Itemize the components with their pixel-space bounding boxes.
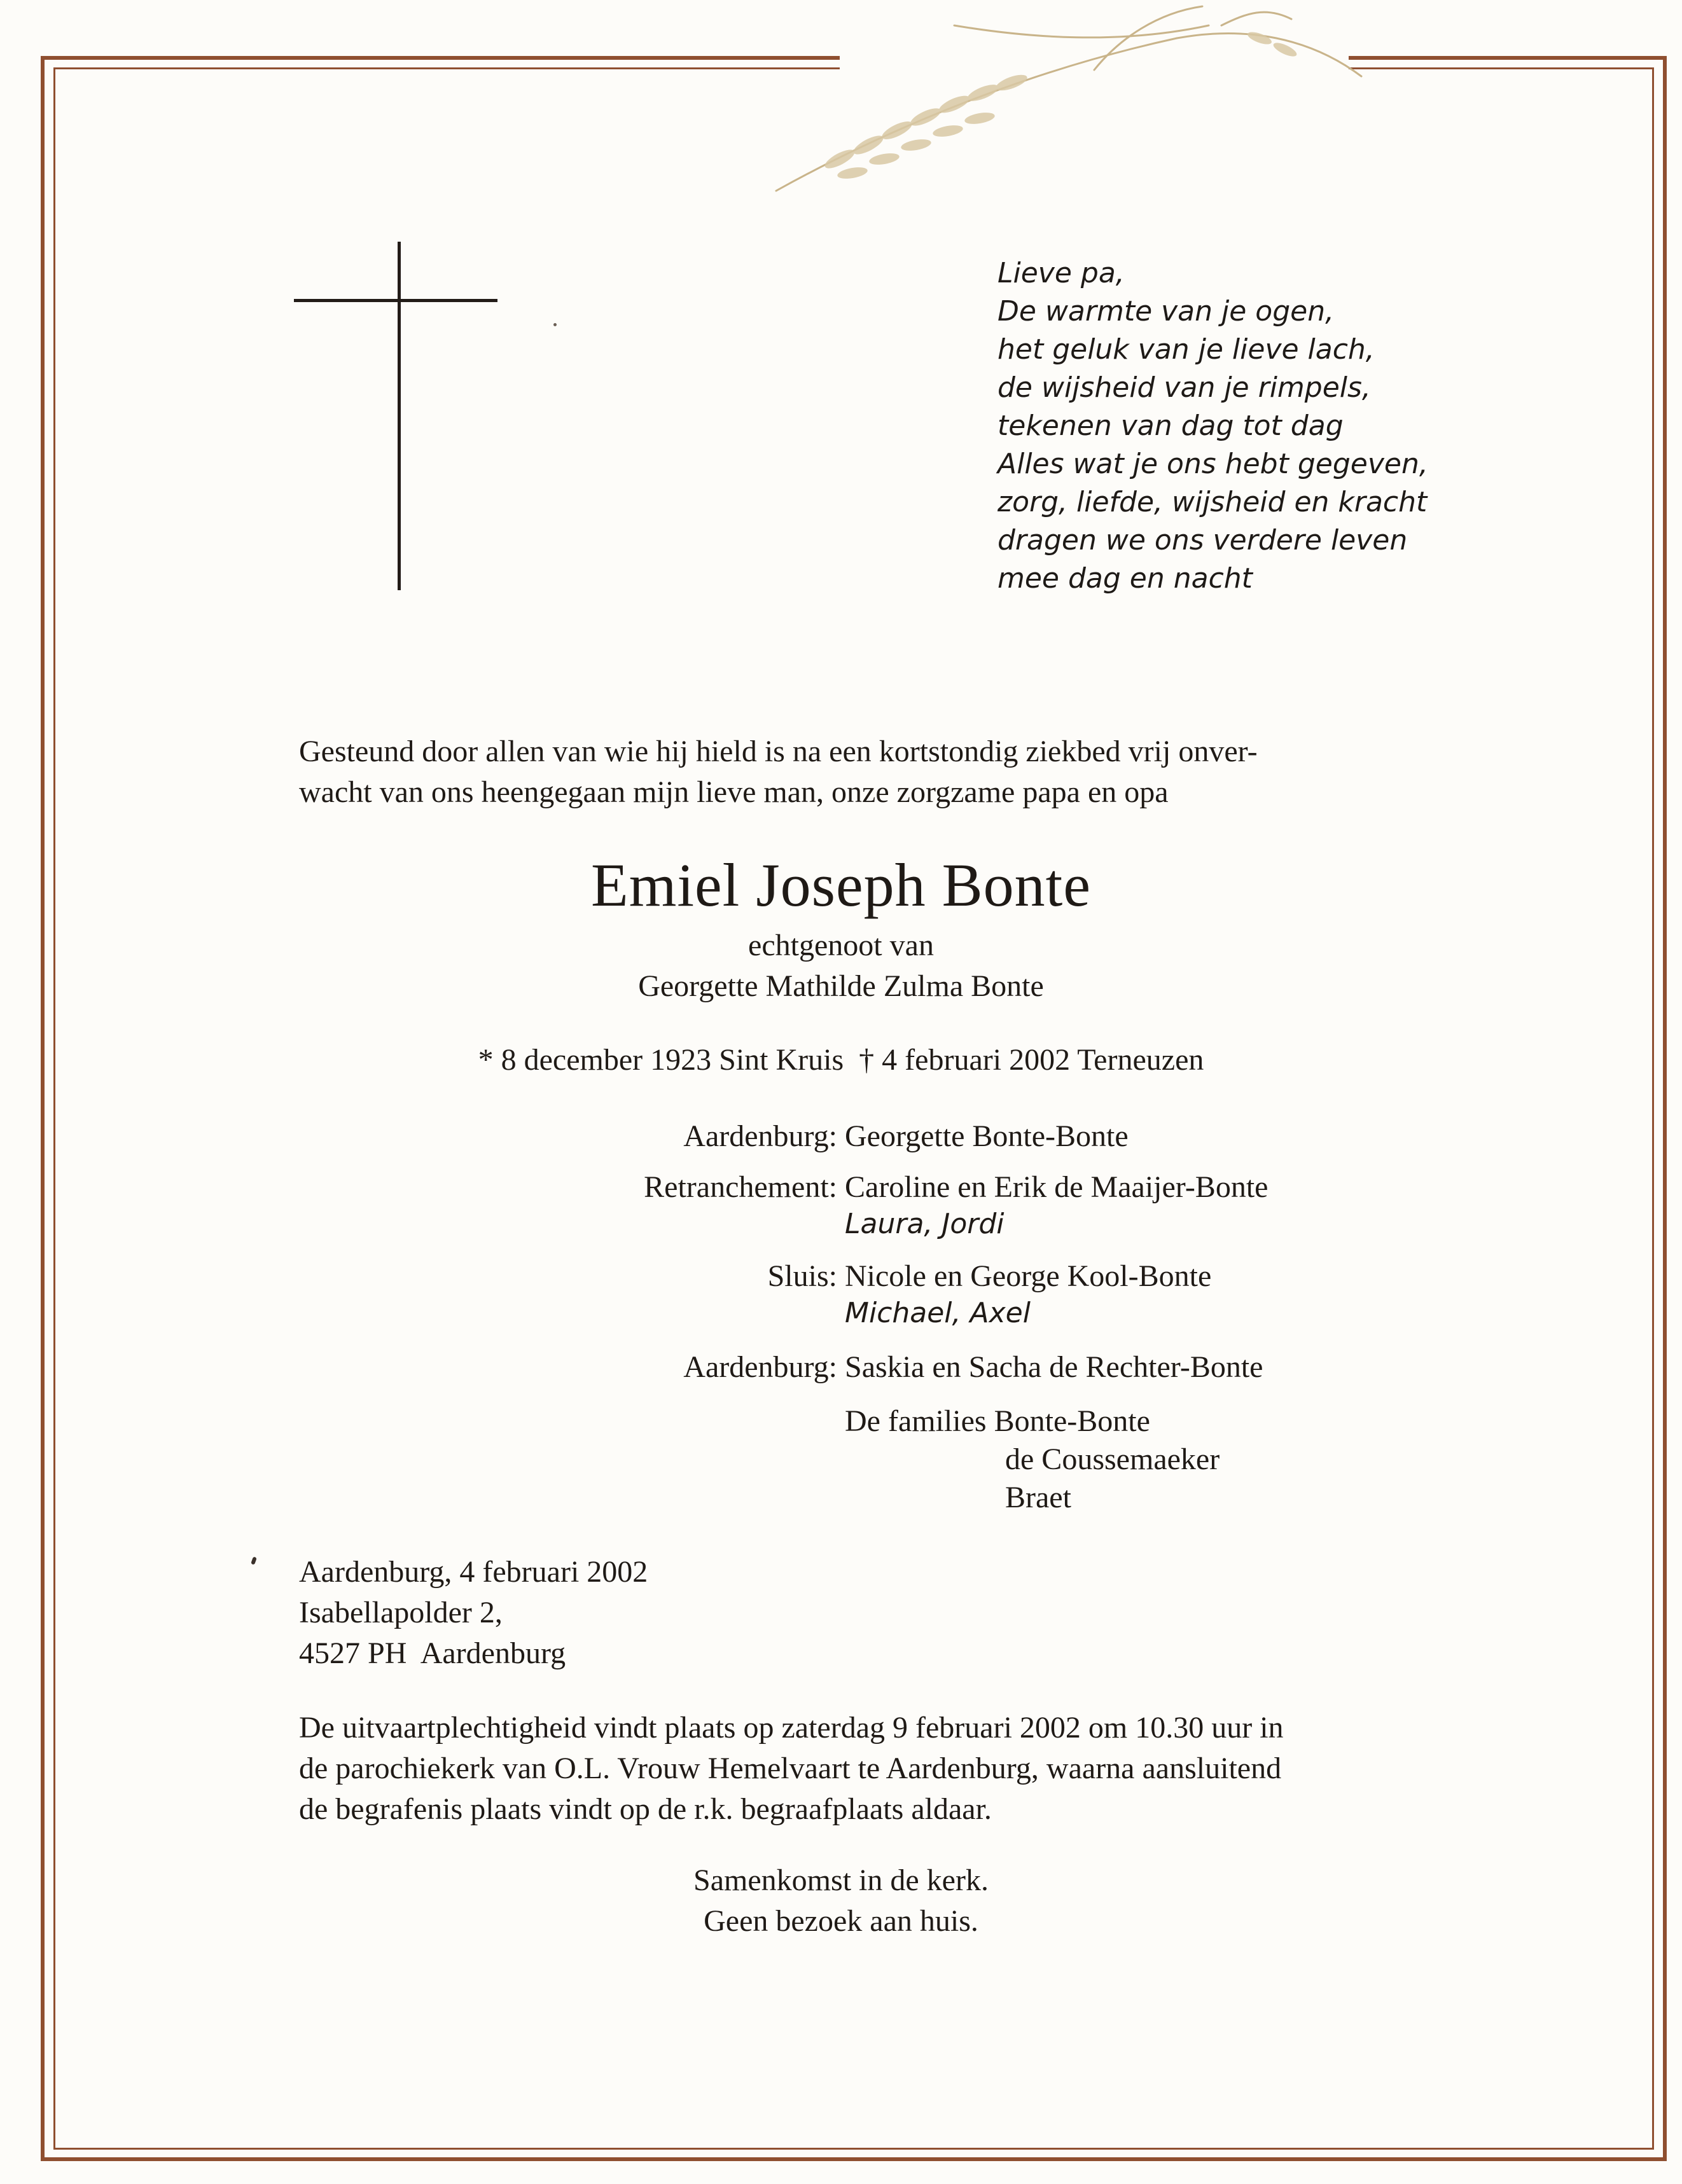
wheat-icon (763, 0, 1374, 210)
poem-line: dragen we ons verdere leven (997, 524, 1408, 556)
poem-line: tekenen van dag tot dag (997, 410, 1344, 442)
family-line: Braet (1005, 1481, 1071, 1514)
relative-names: Saskia en Sacha de Rechter-Bonte (845, 1350, 1263, 1384)
poem-line: Alles wat je ons hebt gegeven, (997, 448, 1428, 480)
address-line: Isabellapolder 2, (299, 1596, 503, 1629)
relative-place: Aardenburg: (683, 1350, 837, 1384)
funeral-line: de begrafenis plaats vindt op de r.k. begraafplaats aldaar. (299, 1792, 992, 1826)
relative-names: Caroline en Erik de Maaijer-Bonte (845, 1170, 1268, 1204)
poem-line: Lieve pa, (997, 257, 1125, 289)
family-line: De families Bonte-Bonte (845, 1404, 1150, 1438)
funeral-line: de parochiekerk van O.L. Vrouw Hemelvaart te Aardenburg, waarna aansluitend (299, 1752, 1282, 1785)
relative-row (0, 1116, 1682, 1157)
relative-place: Sluis: (767, 1259, 837, 1293)
address-line: Aardenburg, 4 februari 2002 (299, 1555, 648, 1589)
relative-place: Retranchement: (644, 1170, 837, 1204)
paper-speck (553, 323, 557, 326)
funeral-details (299, 1708, 1406, 1830)
spouse-label: echtgenoot van (748, 929, 934, 962)
cross-icon (294, 242, 497, 598)
relative-children: Michael, Axel (845, 1297, 1031, 1329)
intro-text (299, 731, 1406, 813)
relative-row (0, 1347, 1682, 1388)
deceased-name: Emiel Joseph Bonte (591, 851, 1091, 919)
birth-death-dates: * 8 december 1923 Sint Kruis † 4 februari 2002 Terneuzen (478, 1043, 1204, 1077)
closing-line: Geen bezoek aan huis. (704, 1904, 978, 1938)
relative-children-row (0, 1204, 1682, 1245)
relative-row (0, 1256, 1682, 1297)
poem-line: het geluk van je lieve lach, (997, 333, 1375, 366)
address-block (299, 1552, 648, 1674)
poem-line: de wijsheid van je rimpels, (997, 371, 1371, 404)
spouse-block (0, 925, 1682, 1007)
relative-row (0, 1167, 1682, 1208)
cross-horizontal-bar (294, 299, 497, 302)
relative-children-row (0, 1293, 1682, 1334)
poem (997, 254, 1570, 598)
relative-names: Nicole en George Kool-Bonte (845, 1259, 1212, 1293)
relative-children: Laura, Jordi (845, 1208, 1004, 1240)
closing-notes (0, 1860, 1682, 1942)
relative-names: Georgette Bonte-Bonte (845, 1119, 1129, 1153)
poem-line: mee dag en nacht (997, 562, 1253, 595)
spouse-name: Georgette Mathilde Zulma Bonte (638, 969, 1044, 1003)
poem-line: zorg, liefde, wijsheid en kracht (997, 486, 1428, 518)
relative-place: Aardenburg: (683, 1119, 837, 1153)
poem-line: De warmte van je ogen, (997, 295, 1335, 328)
intro-line: Gesteund door allen van wie hij hield is na een kortstondig ziekbed vrij onver- (299, 735, 1258, 768)
closing-line: Samenkomst in de kerk. (693, 1863, 989, 1897)
families-block (845, 1402, 1220, 1517)
address-line: 4527 PH Aardenburg (299, 1636, 566, 1670)
cross-vertical-bar (398, 242, 401, 590)
family-line: de Coussemaeker (1005, 1442, 1220, 1476)
funeral-line: De uitvaartplechtigheid vindt plaats op zaterdag 9 februari 2002 om 10.30 uur in (299, 1711, 1284, 1745)
intro-line: wacht van ons heengegaan mijn lieve man, onze zorgzame papa en opa (299, 775, 1169, 809)
